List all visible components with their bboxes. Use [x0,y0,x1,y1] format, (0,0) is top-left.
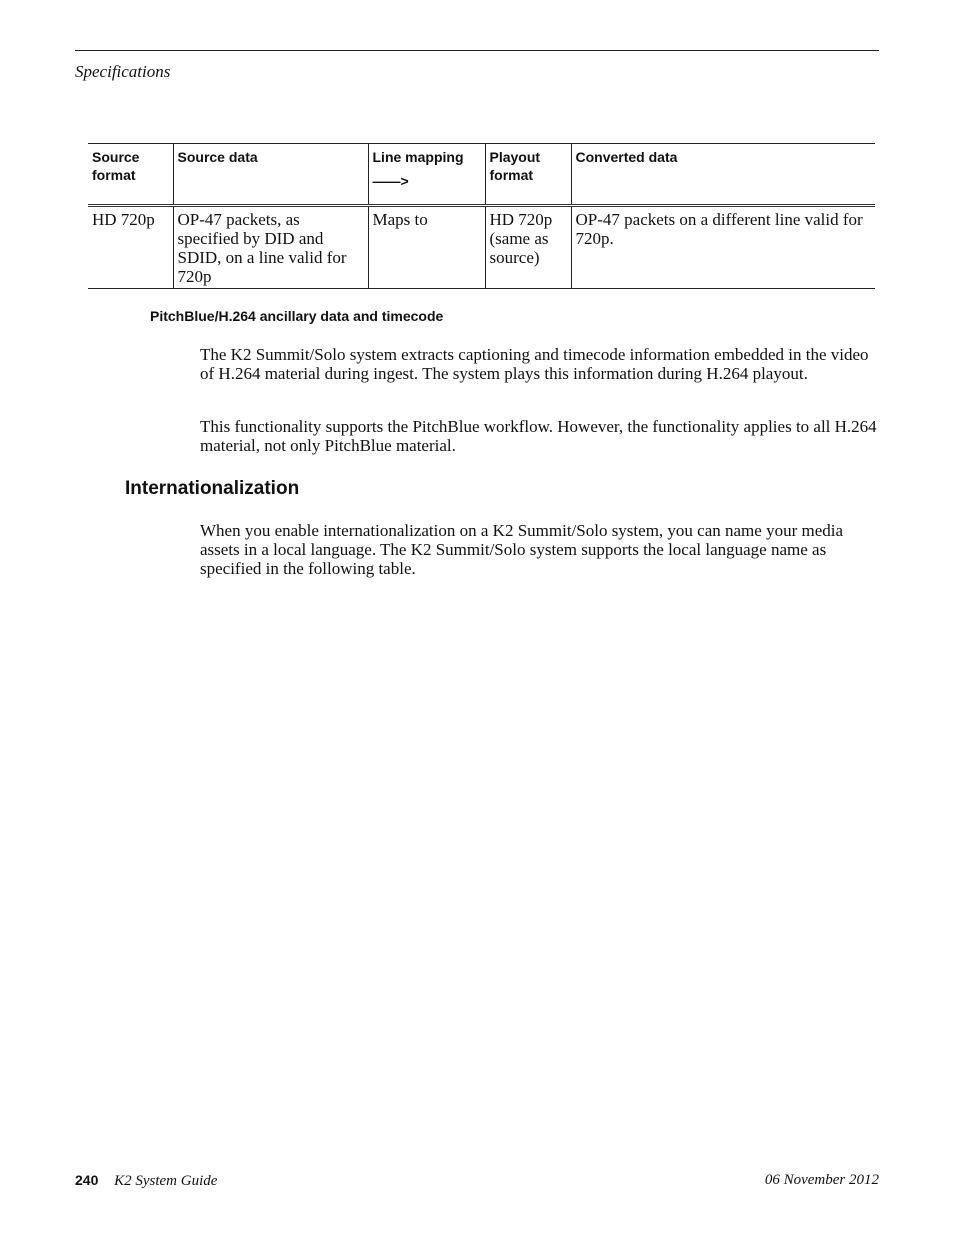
footer-left [75,1172,217,1190]
table-row [88,206,875,289]
col-header-line-mapping [368,144,485,206]
cell-converted-data: OP-47 packets on a different line valid for 720p. [571,206,875,289]
footer-date: 06 November 2012 [764,1172,879,1188]
cell-source-data: OP-47 packets, as specified by DID and SDID, on a line valid for 720p [173,206,368,289]
cell-playout-format: HD 720p (same as source) [485,206,571,289]
table-header-row [88,144,875,206]
cell-line-mapping: Maps to [368,206,485,289]
col-header-source-data: Source data [173,144,368,206]
col-header-line-mapping-label: Line mapping [372,149,464,165]
internationalization-heading: Internationalization [125,478,300,499]
line-mapping-arrow: ——> [372,173,409,189]
col-header-converted-data: Converted data [571,144,875,206]
internationalization-paragraph: When you enable internationalization on a K2 Summit/Solo system, you can name your media assets in a local language. The K2 Summit/Solo system supports the local language name as specified in the following table. [200,521,844,578]
page-number: 240 [75,1172,99,1188]
guide-title: K2 System Guide [114,1173,218,1189]
running-title: Specifications [75,62,171,81]
header-rule [75,50,879,51]
pitchblue-paragraph-2: This functionality supports the PitchBlue workflow. However, the functionality applies to all H.264 material, not only PitchBlue material. [200,417,877,455]
col-header-playout-format: Playout format [485,144,571,206]
line-mapping-table [88,143,875,289]
col-header-source-format: Source format [88,144,173,206]
cell-source-format: HD 720p [88,206,173,289]
pitchblue-paragraph-1: The K2 Summit/Solo system extracts captioning and timecode information embedded in the video of H.264 material during ingest. The system plays this information during H.264 playout. [200,345,869,383]
pitchblue-heading: PitchBlue/H.264 ancillary data and timecode [150,308,444,324]
